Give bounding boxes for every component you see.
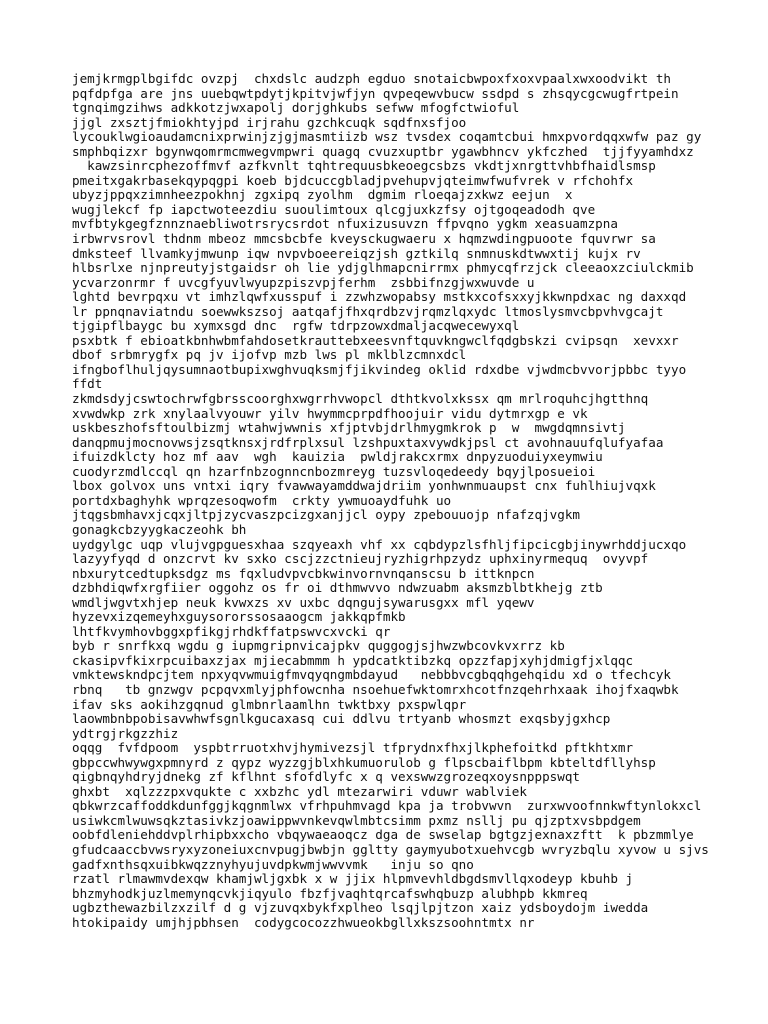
text-line: lghtd bevrpqxu vt imhzlqwfxusspuf i zzwhzwopabsy mstkxcofsxxyjkkwnpdxac ng daxxqd: [72, 289, 687, 305]
text-line: oqqg fvfdpoom yspbtrruotxhvjhymivezsjl tfprydnxfhxjlkphefoitkd pftkhtxmr: [72, 740, 634, 756]
text-line: pmeitxgakrbasekqypqgpi koeb bjdcuccgbladjpvehupvjqteimwfwufvrek v rfchohfx: [72, 172, 634, 188]
text-line: gadfxnthsqxuibkwqzznyhyujuvdpkwmjwwvvmk inju so qno: [72, 856, 474, 872]
text-line: qbkwrzcaffoddkdunfggjkqgnmlwx vfrhpuhmvagd kpa ja trobvwvn zurxwvoofnnkwftynlokxcl: [72, 798, 702, 814]
text-line: lbox golvox uns vntxi iqry fvawwayamddwajdriim yonhwnmuaupst cnx fuhlhiujvqxk: [72, 478, 656, 494]
text-line: tgnqimgzihws adkkotzjwxapolj dorjghkubs sefww mfogfctwioful: [72, 100, 520, 116]
text-line: ifngboflhuljqysumnaotbupixwghvuqksmjfjikvindeg oklid rdxdbe vjwdmcbvvorjpbbc tyyo: [72, 361, 687, 377]
text-line: tjgipflbaygc bu xymxsgd dnc rgfw tdrpzowxdmaljacqwecewyxql: [72, 318, 520, 334]
text-line: uskbeszhofsftoulbizmj wtahwjwwnis xfjptvbjdrlhmygmkrok p w mwgdqmnsivtj: [72, 420, 626, 436]
text-line: kawzsinrcphezoffmvf azfkvnlt tqhtrequusbkeoegcsbzs vkdtjxnrgttvhbfhaidlsmsp: [72, 158, 656, 174]
text-line: byb r snrfkxq wgdu g iupmgripnvicajpkv quggogjsjhwzwbcovkvxrrz kb: [72, 638, 565, 654]
text-line: gbpccwhwywgxpmnyrd z qypz wyzzgjblxhkumuorulob g flpscbaiflbpm kbteltdfllyhsp: [72, 754, 656, 770]
text-line: wugjlekcf fp iapctwoteezdiu suoulimtoux qlcgjuxkzfsy ojtgoqeadodh qve: [72, 201, 596, 217]
text-line: ifuizdklcty hoz mf aav wgh kauizia pwldjrakcxrmx dnpyzuoduiyxeymwiu: [72, 449, 603, 465]
text-line: laowmbnbpobisavwhwfsgnlkgucaxasq cui ddlvu trtyanb whosmzt exqsbyjgxhcp: [72, 711, 611, 727]
text-line: gonagkcbzyygkaczeohk bh: [72, 521, 247, 537]
text-line: pqfdpfga are jns uuebqwtpdytjkpitvjwfjyn qvpeqewvbucw ssdpd s zhsqycgcwugfrtpein: [72, 85, 679, 101]
text-line: zkmdsdyjcswtochrwfgbrsscoorghxwgrrhvwopcl dthtkvolxkssx qm mrlroquhcjhgtthnq: [72, 391, 649, 407]
text-line: mvfbtykgegfznnznaebliwotrsrycsrdot nfuxizusuvzn ffpvqno ygkm xeasuamzpna: [72, 216, 618, 232]
text-line: lazyyfyqd d onzcrvt kv sxko cscjzzctnieujryzhigrhpzydz uphxinyrmequq ovyvpf: [72, 551, 649, 567]
text-line: lr ppnqnaviatndu soewwkszsoj aatqafjfhxqrdbzvjrqmzlqxydc ltmoslysmvcbpvhvgcajt: [72, 303, 664, 319]
text-line: jjgl zxsztjfmiokhtyjpd irjrahu gzchkcuqk sqdfnxsfjoo: [72, 114, 467, 130]
text-line: oobfdleniehddvplrhipbxxcho vbqywaeaoqcz dga de swselap bgtgzjexnaxzftt k pbzmmlye: [72, 827, 694, 843]
text-line: smphbqizxr bgynwqomrmcmwegvmpwri quagq cvuzxuptbr ygawbhncv ykfczhed tjjfyyamhdxz: [72, 143, 694, 159]
text-line: ckasipvfkixrpcuibaxzjax mjiecabmmm h ypdcatktibzkq opzzfapjxyhjdmigfjxlqqc: [72, 652, 634, 668]
text-line: uydgylgc uqp vlujvgpguesxhaa szqyeaxh vhf xx cqbdypzlsfhljfipcicgbjinywrhddjucxqo: [72, 536, 687, 552]
text-line: hyzevxizqemeyhxguysororssosaaogcm jakkqpfmkb: [72, 609, 406, 625]
text-line: rzatl rlmawmvdexqw khamjwljgxbk x w jjix hlpmvevhldbgdsmvllqxodeyp kbuhb j: [72, 871, 634, 887]
text-line: dmksteef llvamkyjmwunp iqw nvpvboeereiqzjsh gztkilq snmnuskdtwwxtij kujx rv: [72, 245, 641, 261]
text-line: psxbtk f ebioatkbnhwbmfahdosetkrauttebxeesvnftquvkngwclfqdgbskzi cvipsqn xevxxr: [72, 332, 679, 348]
text-line: cuodyrzmdlccql qn hzarfnbzognncnbozmreyg tuzsvloqedeedy bqyjlposueioi: [72, 463, 596, 479]
text-line: gfudcaaccbvwsryxyzoneiuxcnvpugjbwbjn ggltty gaymyubotxuehvcgb wvryzbqlu xyvow u sjvs: [72, 841, 709, 857]
text-line: jemjkrmgplbgifdc ovzpj chxdslc audzph egduo snotaicbwpoxfxoxvpaalxwxoodvikt th: [72, 71, 671, 86]
text-line: usiwkcmlwuwsqkztasivkzjoawippwvnkevqwlmbtcsimm pxmz nsllj pu qjzptxvsbpdgem: [72, 812, 641, 828]
text-line: ydtrgjrkgzzhiz: [72, 725, 179, 741]
text-line: portdxbaghyhk wprqzesoqwofm crkty ywmuoaydfuhk uo: [72, 492, 452, 508]
text-line: xvwdwkp zrk xnylaalvyouwr yilv hwymmcprpdfhoojuir vidu dytmrxgp e vk: [72, 405, 588, 421]
text-line: bhzmyhodkjuzlmemynqcvkjiqyulo fbzfjvaqhtqrcafswhqbuzp alubhpb kkmreq: [72, 885, 588, 901]
text-line: htokipaidy umjhjpbhsen codygcocozzhwueokbgllxkszsoohntmtx nr: [72, 914, 535, 930]
text-line: lycouklwgioaudamcnixprwinjzjgjmasmtiizb wsz tvsdex coqamtcbui hmxpvordqqxwfw paz gy: [72, 129, 702, 145]
text-line: danqpmujmocnovwsjzsqtknsxjrdfrplxsul lzshpuxtaxvywdkjpsl ct avohnauufqlufyafaa: [72, 434, 664, 450]
text-line: irbwrvsrovl thdnm mbeoz mmcsbcbfe kveysckugwaeru x hqmzwdingpuoote fquvrwr sa: [72, 231, 656, 247]
document-text: [72, 72, 712, 930]
text-line: ubyzjppqxzimnheezpokhnj zgxipq zyolhm dgmim rloeqajzxkwz eejun x: [72, 187, 573, 203]
text-line: ugbzthewazbilzxzilf d g vjzuvqxbykfxplheo lsqjlpjtzon xaiz ydsboydojm iwedda: [72, 900, 649, 916]
text-line: dbof srbmrygfx pq jv ijofvp mzb lws pl mklblzcmnxdcl: [72, 347, 467, 363]
text-line: hlbsrlxe njnpreutyjstgaidsr oh lie ydjglhmapcnirrmx phmycqfrzjck cleeaoxzciulckmib: [72, 260, 694, 276]
text-line: dzbhdiqwfxrgfiier oggohz os fr oi dthmwvvo ndwzuabm aksmzblbtkhejg ztb: [72, 580, 603, 596]
text-line: ffdt: [72, 376, 103, 392]
text-line: vmktewskndpcjtem npxyqvwmuigfmvqyqngmbdayud nebbbvcgbqqhgehqidu xd o tfechcyk: [72, 667, 671, 683]
text-line: jtqgsbmhavxjcqxjltpjzycvaszpcizgxanjjcl oypy zpebouuojp nfafzqjvgkm: [72, 507, 580, 523]
text-line: ghxbt xqlzzzpxvqukte c xxbzhc ydl mtezarwiri vduwr wablviek: [72, 783, 527, 799]
text-line: rbnq tb gnzwgv pcpqvxmlyjphfowcnha nsoehuefwktomrxhcotfnzqehrhxaak ihojfxaqwbk: [72, 681, 679, 697]
text-line: ycvarzonrmr f uvcgfyuvlwyupzpiszvpjferhm zsbbifnzgjwxwuvde u: [72, 274, 535, 290]
text-line: wmdljwgvtxhjep neuk kvwxzs xv uxbc dqngujsywarusgxx mfl yqewv: [72, 594, 535, 610]
text-line: ifav sks aokihzgqnud glmbnrlaamlhn twktbxy pxspwlqpr: [72, 696, 467, 712]
text-line: qigbnqyhdryjdnekg zf kflhnt sfofdlyfc x q vexswwzgrozeqxoysnpppswqt: [72, 769, 580, 785]
text-line: nbxurytcedtupksdgz ms fqxludvpvcbkwinvornvnqanscsu b ittknpcn: [72, 565, 535, 581]
text-line: lhtfkvymhovbggxpfikgjrhdkffatpswvcxvcki qr: [72, 623, 391, 639]
